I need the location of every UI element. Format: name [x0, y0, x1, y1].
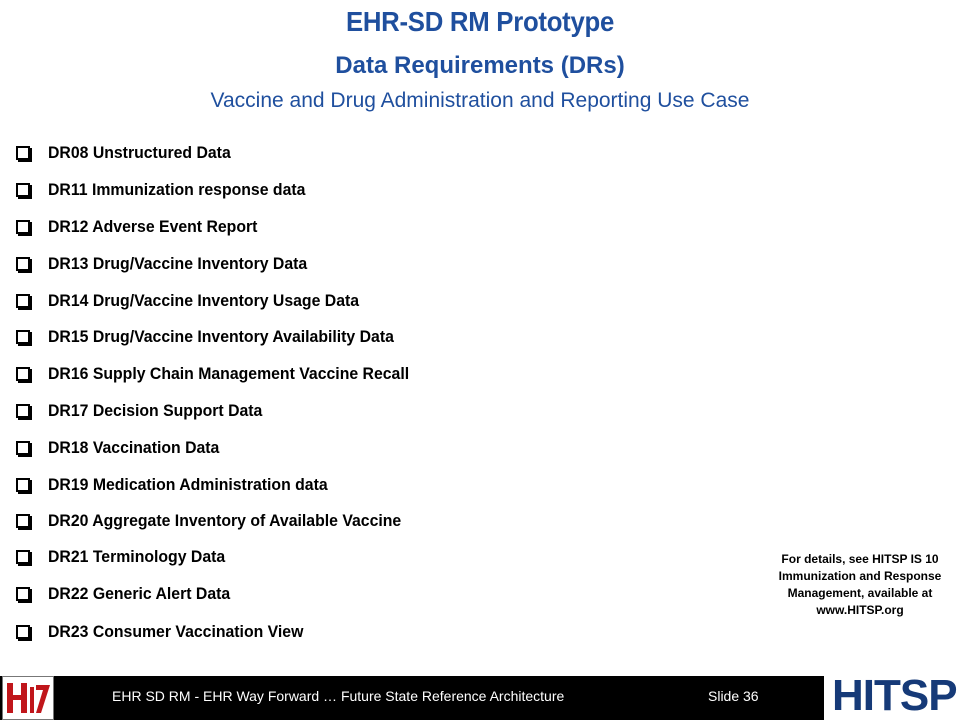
list-item — [0, 322, 700, 352]
list-item — [0, 138, 700, 168]
list-item — [0, 617, 700, 647]
checkbox-bullet-icon — [16, 514, 30, 528]
list-item-label: DR21 Terminology Data — [48, 547, 226, 566]
checkbox-bullet-icon — [16, 550, 30, 564]
checkbox-bullet-icon — [16, 478, 30, 492]
slide-subtitle: Data Requirements (DRs) — [335, 52, 625, 79]
list-item-label: DR12 Adverse Event Report — [48, 217, 258, 236]
hl7-logo-graphic — [3, 677, 53, 719]
slide-title: EHR-SD RM Prototype — [345, 6, 615, 37]
checkbox-bullet-icon — [16, 404, 30, 418]
list-item-label: DR19 Medication Administration data — [48, 475, 328, 494]
list-item — [0, 286, 700, 316]
checkbox-bullet-icon — [16, 367, 30, 381]
list-item — [0, 396, 700, 426]
checkbox-bullet-icon — [16, 257, 30, 271]
details-note-line: Management, available at — [787, 586, 933, 600]
checkbox-bullet-icon — [16, 587, 30, 601]
list-item — [0, 175, 700, 205]
details-note — [758, 551, 960, 619]
list-item — [0, 470, 700, 500]
hitsp-logo: HITSP — [832, 671, 957, 720]
slide-number: Slide 36 — [708, 688, 759, 704]
details-note-link[interactable]: www.HITSP.org — [816, 603, 904, 617]
checkbox-bullet-icon — [16, 330, 30, 344]
list-item-label: DR20 Aggregate Inventory of Available Vaccine — [48, 511, 402, 530]
checkbox-bullet-icon — [16, 294, 30, 308]
hl7-logo — [2, 676, 54, 720]
footer-text: EHR SD RM - EHR Way Forward … Future State Reference Architecture — [112, 688, 565, 704]
list-item-label: DR18 Vaccination Data — [48, 438, 220, 457]
checkbox-bullet-icon — [16, 146, 30, 160]
list-item-label: DR13 Drug/Vaccine Inventory Data — [48, 254, 308, 273]
slide-subtitle-use-case: Vaccine and Drug Administration and Reporting Use Case — [210, 89, 750, 112]
list-item — [0, 249, 700, 279]
list-item — [0, 433, 700, 463]
checkbox-bullet-icon — [16, 441, 30, 455]
checkbox-bullet-icon — [16, 183, 30, 197]
list-item — [0, 542, 700, 572]
checkbox-bullet-icon — [16, 220, 30, 234]
list-item-label: DR23 Consumer Vaccination View — [48, 622, 304, 641]
list-item-label: DR14 Drug/Vaccine Inventory Usage Data — [48, 291, 360, 310]
list-item-label: DR22 Generic Alert Data — [48, 584, 231, 603]
details-note-line: For details, see HITSP IS 10 — [781, 552, 939, 566]
list-item — [0, 212, 700, 242]
list-item-label: DR08 Unstructured Data — [48, 143, 231, 162]
list-item — [0, 506, 700, 536]
list-item-label: DR11 Immunization response data — [48, 180, 306, 199]
details-note-line: Immunization and Response — [778, 569, 942, 583]
list-item-label: DR16 Supply Chain Management Vaccine Recall — [48, 364, 410, 383]
list-item-label: DR17 Decision Support Data — [48, 401, 263, 420]
list-item — [0, 579, 700, 609]
list-item — [0, 359, 700, 389]
list-item-label: DR15 Drug/Vaccine Inventory Availability Data — [48, 327, 394, 346]
checkbox-bullet-icon — [16, 625, 30, 639]
hl7-logo-text: HL7 — [27, 718, 29, 719]
